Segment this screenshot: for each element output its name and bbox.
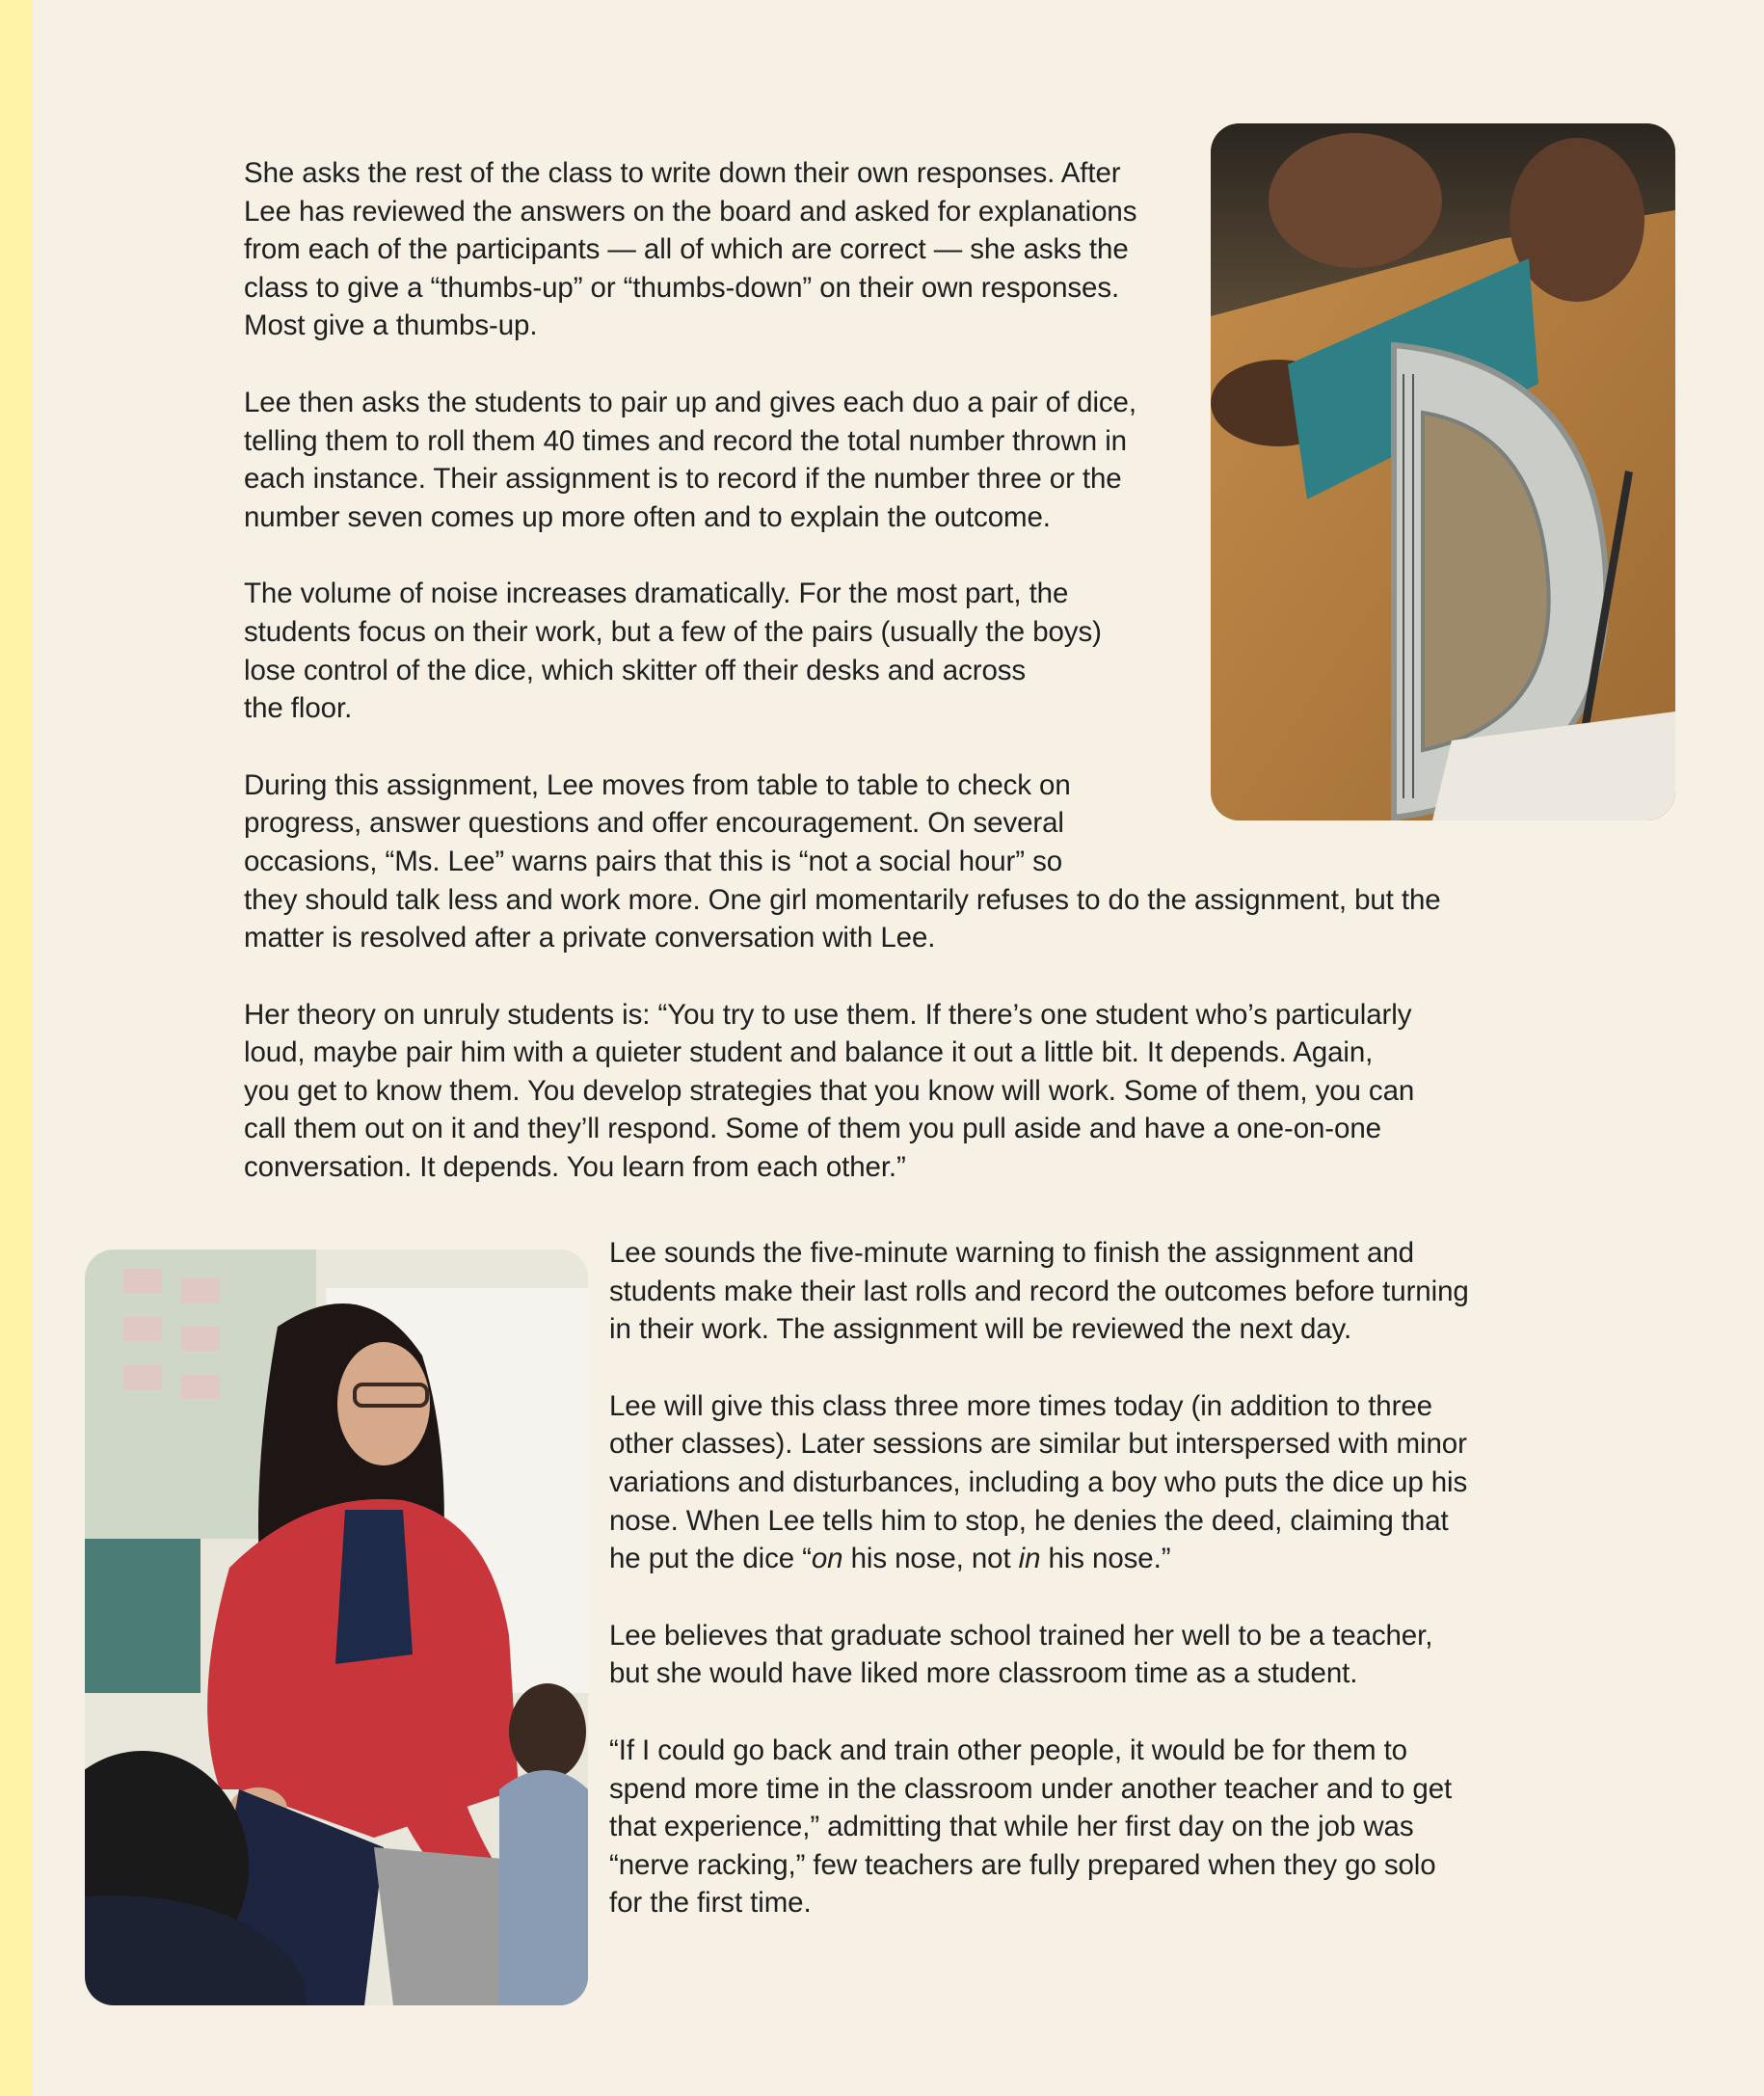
text-line: Lee has reviewed the answers on the board and asked for explanations (244, 195, 1137, 228)
text-line: from each of the participants — all of which are correct — she asks the (244, 233, 1129, 266)
text-line: occasions, “Ms. Lee” warns pairs that this is “not a social hour” so (244, 845, 1063, 877)
photo-wrap-spacer (1189, 154, 1536, 829)
text-line: each instance. Their assignment is to record if the number three or the (244, 463, 1122, 496)
paragraph-7 (609, 1387, 1535, 1578)
text-line: She asks the rest of the class to write down their own responses. After (244, 157, 1121, 189)
teacher-photo (85, 1250, 588, 2005)
article-top-column (244, 154, 1536, 1225)
paragraph-6 (609, 1234, 1535, 1349)
text-line: students make their last rolls and record the outcomes before turning (609, 1275, 1469, 1307)
text-line: telling them to roll them 40 times and record the total number thrown in (244, 424, 1127, 457)
text-line: loud, maybe pair him with a quieter student and balance it out a little bit. It depends. Again, (244, 1036, 1374, 1069)
text-line: number seven comes up more often and to explain the outcome. (244, 500, 1051, 533)
page-side-stripe (0, 0, 33, 2096)
text-line: but she would have liked more classroom time as a student. (609, 1657, 1358, 1690)
text-line: other classes). Later sessions are similar but interspersed with minor (609, 1428, 1467, 1461)
text-line: nose. When Lee tells him to stop, he denies the deed, claiming that (609, 1504, 1449, 1537)
text-line: Lee sounds the five-minute warning to finish the assignment and (609, 1237, 1414, 1269)
text-line: “If I could go back and train other people, it would be for them to (609, 1733, 1407, 1766)
text-line: lose control of the dice, which skitter off their desks and across (244, 654, 1027, 686)
text-line: the floor. (244, 692, 353, 725)
paragraph-9 (609, 1732, 1535, 1922)
text-line: spend more time in the classroom under another teacher and to get (609, 1772, 1453, 1805)
text-line: Most give a thumbs-up. (244, 309, 538, 342)
teacher-illustration (85, 1250, 588, 2005)
text-line: for the first time. (609, 1887, 812, 1920)
text-line: in their work. The assignment will be reviewed the next day. (609, 1313, 1352, 1346)
text-fragment: he put the dice “ (609, 1543, 812, 1575)
text-line: Lee believes that graduate school trained her well to be a teacher, (609, 1619, 1433, 1652)
emphasis-text: on (811, 1543, 843, 1575)
text-line: progress, answer questions and offer encouragement. On several (244, 807, 1064, 840)
text-line: class to give a “thumbs-up” or “thumbs-down” on their own responses. (244, 271, 1120, 304)
text-line: variations and disturbances, including a boy who puts the dice up his (609, 1465, 1468, 1498)
text-line: you get to know them. You develop strategies that you know will work. Some of them, you can (244, 1074, 1415, 1107)
text-line: Lee will give this class three more times today (in addition to three (609, 1389, 1432, 1422)
text-line: Lee then asks the students to pair up and gives each duo a pair of dice, (244, 386, 1136, 418)
article-bottom-column (609, 1234, 1535, 1961)
text-fragment: his nose.” (1040, 1543, 1171, 1575)
text-line: matter is resolved after a private conversation with Lee. (244, 922, 936, 954)
paragraph-5 (244, 996, 1536, 1187)
text-line: that experience,” admitting that while her first day on the job was (609, 1811, 1414, 1843)
text-line: The volume of noise increases dramatically. For the most part, the (244, 578, 1069, 610)
text-line: conversation. It depends. You learn from each other.” (244, 1151, 906, 1184)
text-line (609, 1540, 1535, 1578)
text-line: “nerve racking,” few teachers are fully prepared when they go solo (609, 1848, 1436, 1881)
emphasis-text: in (1018, 1543, 1041, 1575)
paragraph-8 (609, 1617, 1535, 1693)
text-line: Her theory on unruly students is: “You try to use them. If there’s one student who’s particularly (244, 998, 1412, 1031)
text-line: call them out on it and they’ll respond. Some of them you pull aside and have a one-on-one (244, 1113, 1381, 1145)
text-line: During this assignment, Lee moves from table to table to check on (244, 768, 1071, 801)
text-line: they should talk less and work more. One girl momentarily refuses to do the assignment, but the (244, 883, 1441, 916)
text-line: students focus on their work, but a few of the pairs (usually the boys) (244, 615, 1102, 648)
text-fragment: his nose, not (842, 1543, 1019, 1575)
